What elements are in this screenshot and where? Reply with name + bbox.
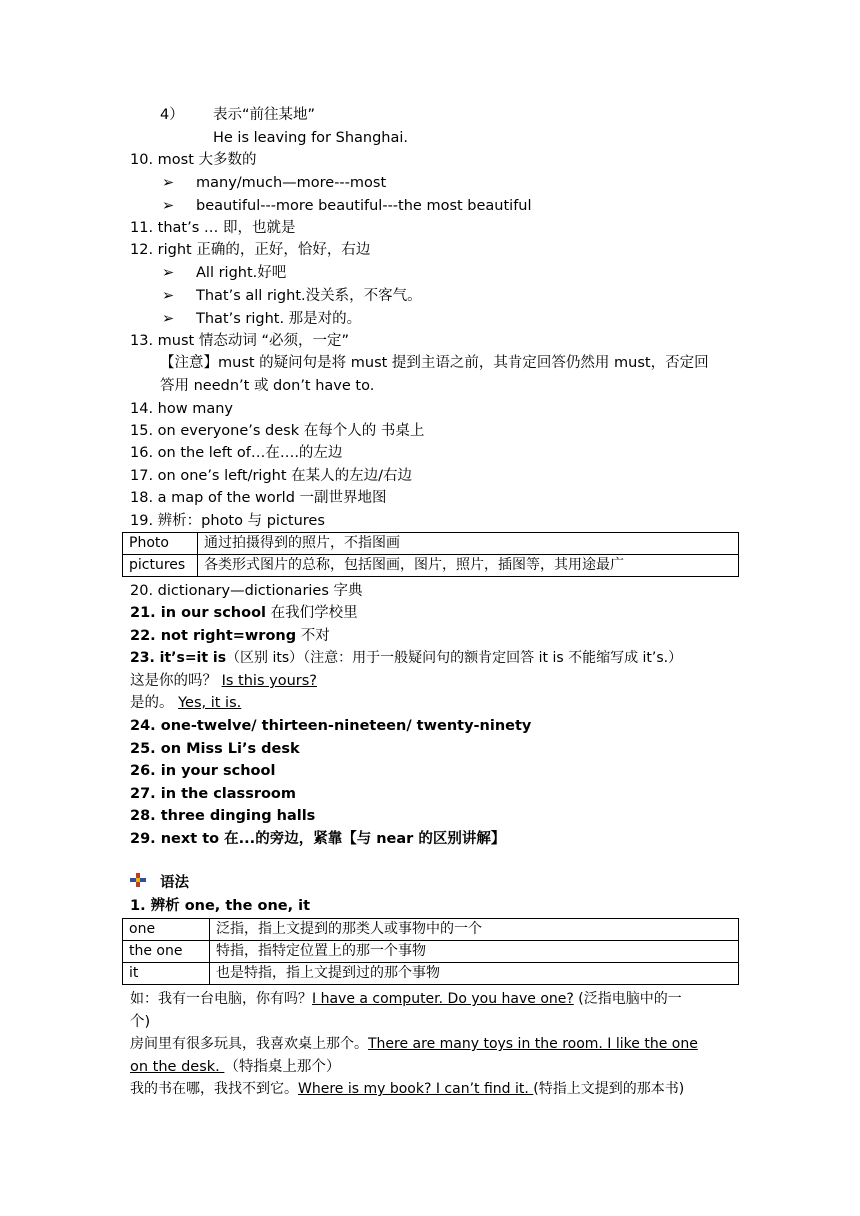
example-2-line-2 (130, 1056, 740, 1078)
one-theone-it-table (122, 918, 739, 985)
item-28: 28. three dinging halls (130, 808, 316, 824)
photo-pictures-table (122, 532, 739, 577)
item-13-heading: 13. must 情态动词 “必须，一定” (130, 333, 349, 349)
item-22-meaning: 不对 (296, 628, 330, 644)
bullet-text: That’s all right.没关系，不客气。 (196, 288, 422, 304)
arrow-bullet-icon: ➢ (162, 288, 175, 304)
table-row (123, 941, 739, 963)
item-14: 14. how many (130, 401, 233, 417)
item-12-bullet-2 (162, 285, 772, 307)
item-23-phrase: 23. it’s=it is (130, 650, 227, 666)
bullet-text: many/much—more---most (196, 175, 387, 191)
question-line (130, 670, 740, 692)
item-25: 25. on Miss Li’s desk (130, 741, 300, 757)
example-1-note: (泛指电脑中的一 (573, 991, 682, 1007)
table-cell: 特指，指特定位置上的那一个事物 (210, 941, 739, 963)
example-3-note: (特指上文提到的那本书) (533, 1081, 685, 1097)
table-cell: the one (123, 941, 210, 963)
example-1-line-2: 个) (130, 1014, 151, 1030)
arrow-bullet-icon: ➢ (162, 198, 175, 214)
item-19: 19. 辨析：photo 与 pictures (130, 513, 325, 529)
item-22 (130, 625, 740, 647)
answer-chinese: 是的。 (130, 695, 179, 711)
example-1-line-1 (130, 988, 740, 1010)
item-24: 24. one-twelve/ thirteen-nineteen/ twenty-ninety (130, 718, 532, 734)
example-2-chinese: 房间里有很多玩具，我喜欢桌上那个。 (130, 1036, 368, 1052)
bullet-text: That’s right. 那是对的。 (196, 311, 362, 327)
item-17: 17. on one’s left/right 在某人的左边/右边 (130, 468, 413, 484)
table-cell: 通过拍摄得到的照片，不指图画 (198, 533, 739, 555)
grammar-heading-text: 语法 (160, 875, 189, 891)
table-cell: one (123, 919, 210, 941)
table-cell: 泛指，指上文提到的那类人或事物中的一个 (210, 919, 739, 941)
item-27: 27. in the classroom (130, 786, 297, 802)
item-11: 11. that’s … 即，也就是 (130, 220, 296, 236)
item-22-phrase: 22. not right=wrong (130, 628, 297, 644)
table-row (123, 963, 739, 985)
item-10-heading: 10. most 大多数的 (130, 152, 257, 168)
item-16: 16. on the left of…在….的左边 (130, 445, 343, 461)
arrow-bullet-icon: ➢ (162, 265, 175, 281)
arrow-bullet-icon: ➢ (162, 311, 175, 327)
example-2-line-1 (130, 1033, 740, 1055)
item-10-bullet-2 (162, 195, 772, 217)
question-english: Is this yours? (221, 673, 317, 689)
table-cell: 也是特指，指上文提到过的那个事物 (210, 963, 739, 985)
item-26: 26. in your school (130, 763, 276, 779)
item-12-bullet-1 (162, 262, 772, 284)
example-2-note: （特指桌上那个） (224, 1059, 341, 1075)
example-3-chinese: 我的书在哪，我找不到它。 (130, 1081, 298, 1097)
example-1-english: I have a computer. Do you have one? (312, 991, 574, 1007)
item-20: 20. dictionary—dictionaries 字典 (130, 583, 363, 599)
example-2-english: There are many toys in the room. I like the one (368, 1036, 698, 1052)
example-3-english: Where is my book? I can’t find it. (298, 1081, 534, 1097)
grammar-point-1: 1. 辨析 one, the one, it (130, 898, 311, 914)
item-12-bullet-3 (162, 308, 772, 330)
example-1-chinese: 如：我有一台电脑，你有吗？ (130, 991, 312, 1007)
table-row (123, 919, 739, 941)
table-cell: Photo (123, 533, 198, 555)
item-12-heading: 12. right 正确的，正好，恰好，右边 (130, 242, 371, 258)
table-row (123, 555, 739, 577)
item-13-note-line-2: 答用 needn’t 或 don’t have to. (160, 378, 375, 394)
item-4-number: 4） (160, 107, 184, 123)
item-29: 29. next to 在...的旁边，紧靠【与 near 的区别讲解】 (130, 831, 506, 847)
example-3 (130, 1078, 740, 1100)
item-23-note: （区别 its）（注意：用于一般疑问句的额肯定回答 it is 不能缩写成 it’s.） (226, 650, 683, 666)
item-21-meaning: 在我们学校里 (266, 605, 358, 621)
bullet-text: beautiful---more beautiful---the most beautiful (196, 198, 532, 214)
item-13-note-line-1: 【注意】must 的疑问句是将 must 提到主语之前，其肯定回答仍然用 must，否定回 (160, 355, 709, 371)
section-marker-icon (130, 872, 146, 894)
example-2-english-cont: on the desk. (130, 1059, 225, 1075)
table-row (123, 533, 739, 555)
question-chinese: 这是你的吗？ (130, 673, 222, 689)
item-18: 18. a map of the world 一副世界地图 (130, 490, 387, 506)
item-21-phrase: 21. in our school (130, 605, 267, 621)
item-4-title: 表示“前往某地” (213, 107, 316, 123)
item-23 (130, 647, 740, 669)
item-15: 15. on everyone’s desk 在每个人的 书桌上 (130, 423, 425, 439)
answer-english: Yes, it is. (178, 695, 242, 711)
table-cell: it (123, 963, 210, 985)
table-cell: pictures (123, 555, 198, 577)
table-cell: 各类形式图片的总称，包括图画，图片，照片，插图等，其用途最广 (198, 555, 739, 577)
arrow-bullet-icon: ➢ (162, 175, 175, 191)
answer-line (130, 692, 740, 714)
grammar-heading (130, 872, 740, 894)
bullet-text: All right.好吧 (196, 265, 287, 281)
item-4-line (160, 104, 770, 126)
item-10-bullet-1 (162, 172, 772, 194)
item-21 (130, 602, 740, 624)
item-4-example: He is leaving for Shanghai. (213, 130, 409, 146)
